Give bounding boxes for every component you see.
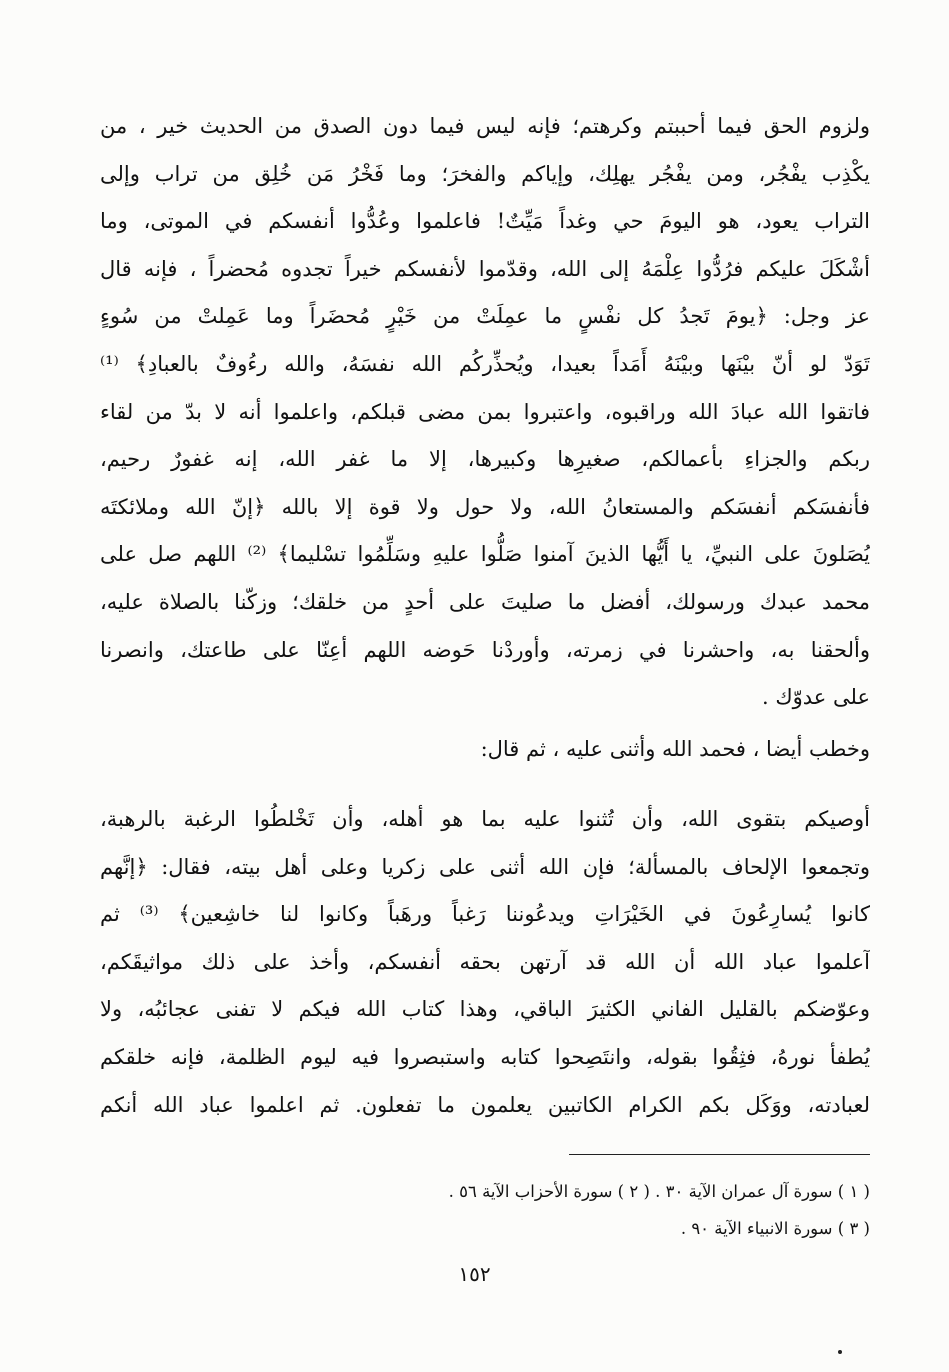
text-line: فاتقوا الله عبادَ الله وراقبوه، واعتبروا بمن مضى قبلكم، واعلموا أنه لا بدّ من لقاء: [100, 399, 870, 424]
text-line: وخطب أيضا ، فحمد الله وأثنى عليه ، ثم قال:: [480, 737, 870, 761]
footnote-line: ( ١ ) سورة آل عمران الآية ٣٠ . ( ٢ ) سورة الأحزاب الآية ٥٦ .: [448, 1182, 870, 1201]
text-line: فأنفسَكم أنفسَكم والمستعانُ الله، ولا حول ولا قوة إلا بالله ﴿إنّ الله وملائكتَه: [100, 494, 870, 519]
text-line: لعبادته، ووَكَل بكم الكرام الكاتبين يعلمون ما تفعلون. ثم اعلموا عباد الله أنكم: [100, 1092, 870, 1117]
text-line: التراب يعود، هو اليومَ حي وغداً مَيِّتٌ! فاعلموا وعُدُّوا أنفسكم في الموتى، وما: [100, 209, 870, 234]
footnote-line: ( ٣ ) سورة الانبياء الآية ٩٠ .: [680, 1219, 870, 1238]
text-line: وتجمعوا الإلحاف بالمسألة؛ فإن الله أثنى على زكريا وعلى أهل بيته، فقال: ﴿إنَّهم: [100, 854, 870, 879]
scan-speck: [838, 1350, 842, 1354]
footnote-divider: [569, 1154, 870, 1155]
text-line: يكْذِب يفْجُر، ومن يفْجُر يهلِك، وإياكم والفخرَ؛ وما فَخْرُ مَن خُلِق من تراب وإلى: [100, 161, 870, 186]
text-line: أوصيكم بتقوى الله، وأن تُثنوا عليه بما هو أهله، وأن تَخْلطُوا الرغبة بالرهبة،: [100, 807, 870, 831]
text-line: عز وجل: ﴿يومَ تَجدُ كل نفْسٍ ما عمِلَتْ من خَيْرٍ مُحضَراً وما عَمِلتْ من سُوءٍ: [100, 304, 870, 329]
text-line: ولزوم الحق فيما أحببتم وكرهتم؛ فإنه ليس فيما دون الصدق من الحديث خير ، من: [100, 114, 870, 138]
text-line: تَوَدّ لو أنّ بيْنَها وبيْنَهُ أَمَداً بعيدا، ويُحذِّركُم الله نفسَهُ، والله رءُوفٌ بالعبادِ﴾ ⁽¹⁾: [100, 351, 870, 376]
text-line: ربكم والجزاءِ بأعمالكم، صغيرِها وكبيرها، إلا ما غفر الله، إنه غفورٌ رحيم،: [100, 447, 870, 472]
text-line: وألحقنا به، واحشرنا في زمرته، وأوردْنا حَوضه اللهم أعِنّا على طاعتك، وانصرنا: [100, 637, 870, 662]
text-line: وعوّضكم بالقليل الفاني الكثيرَ الباقي، وهذا كتاب الله فيكم لا تفنى عجائبُه، ولا: [100, 997, 870, 1022]
sermon-paragraph-1: [100, 103, 870, 722]
sermon-paragraph-2: [100, 796, 870, 1129]
page-number: ١٥٢: [458, 1262, 491, 1286]
text-line: يُطفأ نورهُ، فثِقُوا بقوله، وانتَصِحوا كتابه واستبصروا فيه ليوم الظلمة، فإنه خلقكم: [100, 1044, 870, 1069]
text-line: على عدوّك .: [761, 685, 870, 710]
text-line: محمد عبدك ورسولك، أفضل ما صليتَ على أحدٍ من خلقك؛ وزكّنا بالصلاة عليه،: [100, 589, 870, 614]
text-line: يُصَلونَ على النبيِّ، يا أَيُّها الذينَ آمنوا صَلُّوا عليهِ وسَلِّمُوا تسْليما﴾ ⁽²⁾ اللهم صل على: [100, 542, 870, 567]
text-line: آعلموا عباد الله أن الله قد آرتهن بحقه أنفسكم، وأخذ على ذلك مواثيقَكم،: [100, 949, 870, 974]
sermon-intro-line: [100, 726, 870, 774]
text-line: أشْكَلَ عليكم فرُدُّوا عِلْمَهُ إلى الله، وقدّموا لأنفسكم خيراً تجدوه مُحضراً ، فإنه قال: [100, 256, 870, 281]
text-line: كانوا يُسارِعُونَ في الخَيْرَاتِ ويدعُوننا رَغباً ورهَباً وكانوا لنا خاشِعين﴾ ⁽³⁾ ثم: [100, 902, 870, 927]
